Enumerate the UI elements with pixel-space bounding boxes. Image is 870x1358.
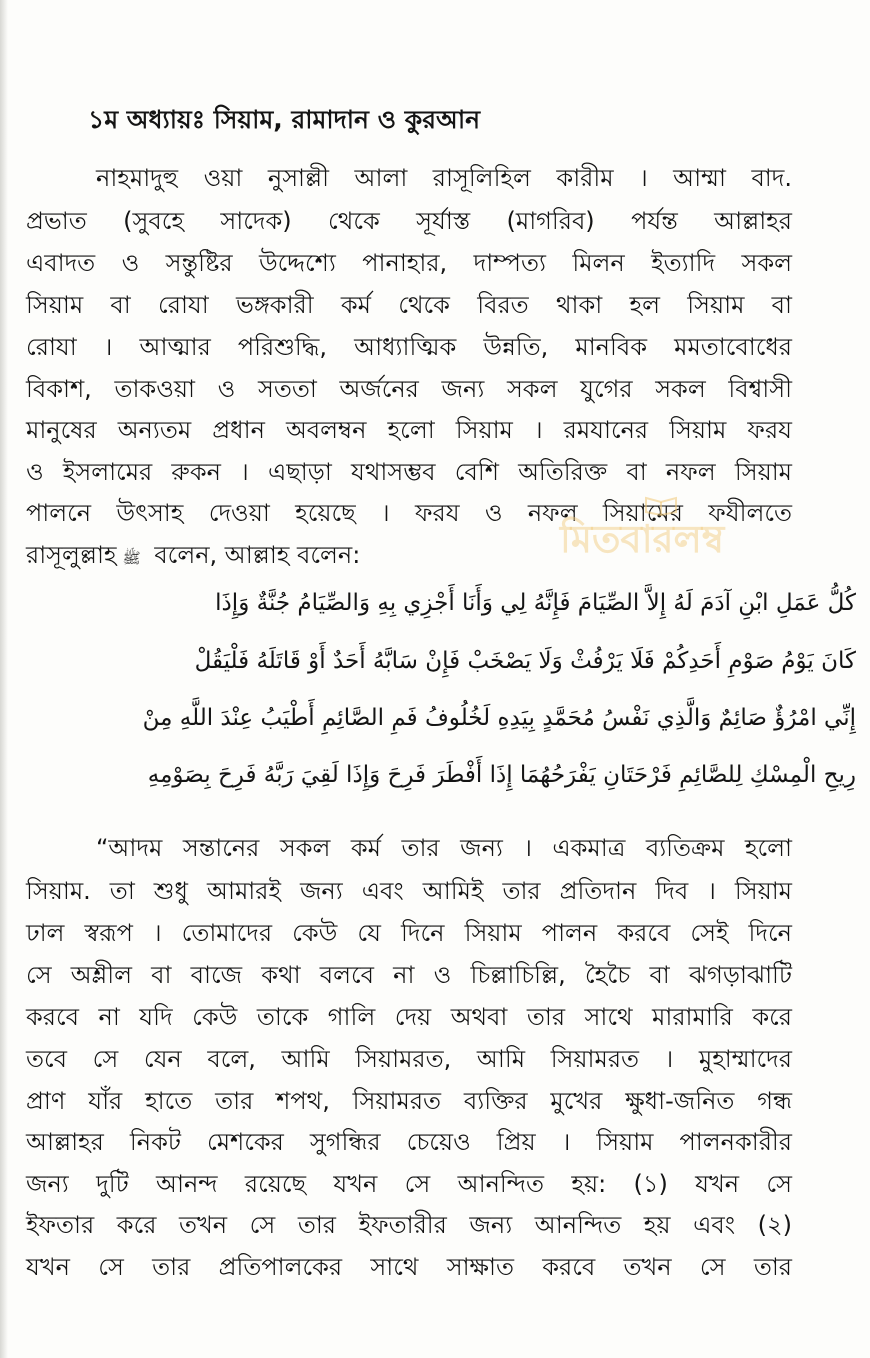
- arabic-line: رِيحِ الْمِسْكِ لِلصَّائِمِ فَرْحَتَانِ يَفْرَحُهُمَا إِذَا أَفْطَرَ فَرِحَ وَإِذَا لَقِيَ رَبَّهُ فَرِحَ بِصَوْمِهِ: [147, 762, 856, 788]
- text-line: প্রাণ যাঁর হাতে তার শপথ, সিয়ামরত ব্যক্তির মুখের ক্ষুধা-জনিত গন্ধ: [26, 1087, 792, 1115]
- text-line: মানুষের অন্যতম প্রধান অবলম্বন হলো সিয়াম । রমযানের সিয়াম ফরয: [26, 416, 792, 444]
- text-line: “আদম সন্তানের সকল কর্ম তার জন্য । একমাত্র ব্যতিক্রম হলো: [96, 834, 792, 862]
- text-line: রোযা । আত্মার পরিশুদ্ধি, আধ্যাত্মিক উন্নতি, মানবিক মমতাবোধের: [26, 333, 792, 361]
- text-line: যখন সে তার প্রতিপালকের সাথে সাক্ষাত করবে তখন সে তার: [26, 1253, 792, 1281]
- text-line: সে অশ্লীল বা বাজে কথা বলবে না ও চিল্লাচিল্লি, হৈচৈ বা ঝগড়াঝাটি: [26, 961, 792, 989]
- text-line: ও ইসলামের রুকন । এছাড়া যথাসম্ভব বেশি অতিরিক্ত বা নফল সিয়াম: [26, 458, 792, 486]
- text-line: আল্লাহর নিকট মেশকের সুগন্ধির চেয়েও প্রিয় । সিয়াম পালনকারীর: [26, 1128, 792, 1156]
- arabic-line: إِنِّي امْرُؤٌ صَائِمٌ وَالَّذِي نَفْسُ مُحَمَّدٍ بِيَدِهِ لَخُلُوفُ فَمِ الصَّائِمِ أَطْيَبُ عِنْدَ اللَّهِ مِنْ: [142, 705, 856, 731]
- text-line: ঢাল স্বরূপ । তোমাদের কেউ যে দিনে সিয়াম পালন করবে সেই দিনে: [26, 919, 792, 947]
- text-line: করবে না যদি কেউ তাকে গালি দেয় অথবা তার সাথে মারামারি করে: [26, 1003, 792, 1031]
- text-line: প্রভাত (সুবহে সাদেক) থেকে সূর্যাস্ত (মাগরিব) পর্যন্ত আল্লাহর: [26, 207, 792, 235]
- text-line: সিয়াম বা রোযা ভঙ্গকারী কর্ম থেকে বিরত থাকা হল সিয়াম বা: [26, 291, 792, 319]
- arabic-line: كُلُّ عَمَلِ ابْنِ آدَمَ لَهُ إِلاَّ الصِّيَامَ فَإِنَّهُ لِي وَأَنَا أَجْزِي بِهِ وَالصِّيَامُ جُنَّةٌ وَإِذَا: [215, 590, 856, 616]
- prophet-name: রাসূলুল্লাহ: [26, 541, 117, 569]
- page-edge-shadow: [0, 0, 8, 1358]
- watermark: মিতবারলম্ব: [560, 517, 725, 561]
- text-line: জন্য দুটি আনন্দ রয়েছে যখন সে আনন্দিত হয়: (১) যখন সে: [26, 1170, 792, 1198]
- text-line: নাহমাদুহু ওয়া নুসাল্লী আলা রাসূলিহিল কারীম । আম্মা বাদ.: [96, 164, 792, 192]
- text-line: বিকাশ, তাকওয়া ও সততা অর্জনের জন্য সকল যুগের সকল বিশ্বাসী: [26, 375, 792, 403]
- text-line: পালনে উৎসাহ দেওয়া হয়েছে । ফরয ও নফল সিয়ামের ফযীলতে: [26, 499, 792, 527]
- text-line: তবে সে যেন বলে, আমি সিয়ামরত, আমি সিয়ামরত । মুহাম্মাদের: [26, 1045, 792, 1073]
- arabic-line: كَانَ يَوْمُ صَوْمِ أَحَدِكُمْ فَلَا يَرْفُثْ وَلَا يَصْخَبْ فَإِنْ سَابَّهُ أَحَدٌ أَوْ قَاتَلَهُ فَلْيَقُلْ: [194, 648, 856, 674]
- text-line: এবাদত ও সন্তুষ্টির উদ্দেশ্যে পানাহার, দাম্পত্য মিলন ইত্যাদি সকল: [26, 249, 792, 277]
- text-line: সিয়াম. তা শুধু আমারই জন্য এবং আমিই তার প্রতিদান দিব । সিয়াম: [26, 877, 792, 905]
- quote-intro: বলেন, আল্লাহ বলেন:: [154, 541, 361, 569]
- chapter-title: ১ম অধ্যায়ঃ সিয়াম, রামাদান ও কুরআন: [88, 105, 481, 134]
- book-icon: [644, 492, 678, 516]
- text-line: ইফতার করে তখন সে তার ইফতারীর জন্য আনন্দিত হয় এবং (২): [26, 1211, 792, 1239]
- pbuh-glyph: ﷺ: [122, 549, 141, 567]
